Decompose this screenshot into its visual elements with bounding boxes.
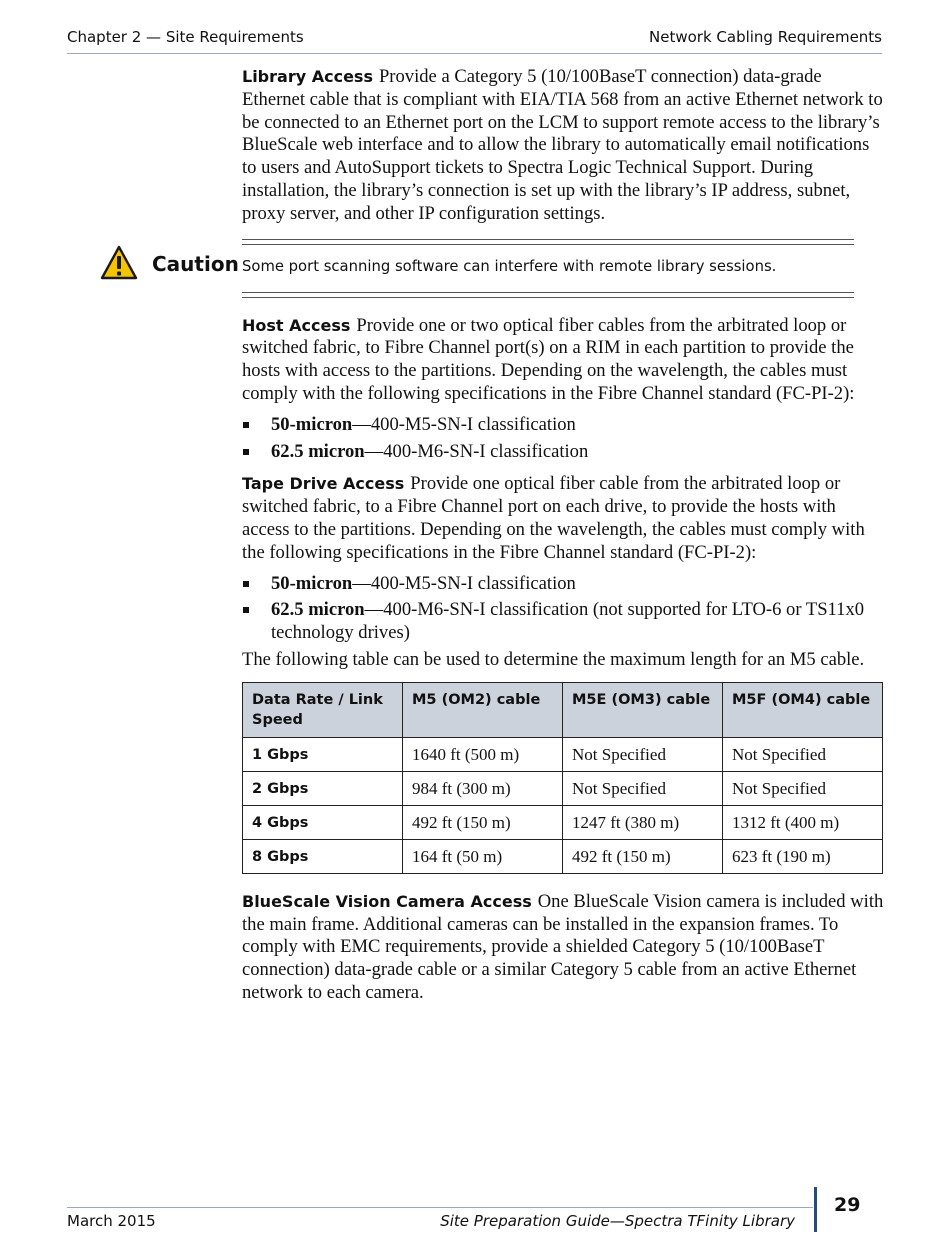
table-cell: 1312 ft (400 m) [723,805,883,839]
tape-drive-access-heading: Tape Drive Access [242,474,405,494]
table-cell: 2 Gbps [243,771,403,805]
table-row [243,771,883,805]
bullet-term: 50-micron [271,413,353,435]
caution-text: Some port scanning software can interfere with remote library sessions. [242,257,777,275]
page-number-bar [814,1187,817,1232]
library-access-text: Provide a Category 5 (10/100BaseT connection) data-grade Ethernet cable that is compliant with EIA/TIA 568 from an active Ethernet network to be connected to an Ethernet port on the LCM to support remote access to the library’s BlueScale web interface and to allow the library to automatically email notifications to users and AutoSupport tickets to Spectra Logic Technical Support. During installation, the library’s connection is set up with the library’s IP address, subnet, proxy server, and other IP configuration settings. [242,66,883,224]
cable-length-table [242,682,883,874]
host-access-text: Provide one or two optical fiber cables from the arbitrated loop or switched fabric, to Fibre Channel port(s) on a RIM in each partition to provide the hosts with access to the partitions. Depending on the wavelength, the cables must comply with the following specifications in the Fibre Channel standard (FC-PI-2): [242,314,855,404]
table-cell: Not Specified [563,771,723,805]
footer-document-title: Site Preparation Guide—Spectra TFinity Library [440,1212,795,1230]
library-access-paragraph [242,66,884,226]
caution-rule-top [242,239,854,245]
bullet-square-icon [243,422,249,428]
bullet-square-icon [243,449,249,455]
camera-access-heading: BlueScale Vision Camera Access [242,891,532,911]
column-header: M5 (OM2) cable [403,682,563,737]
table-cell: 8 Gbps [243,839,403,873]
table-cell: 1 Gbps [243,737,403,771]
table-cell: 984 ft (300 m) [403,771,563,805]
library-access-heading: Library Access [242,67,373,86]
table-cell: 492 ft (150 m) [403,805,563,839]
host-access-paragraph [242,315,884,406]
warning-triangle-icon [100,245,138,281]
table-cell: 1640 ft (500 m) [403,737,563,771]
table-row [243,839,883,873]
chapter-title: Chapter 2 — Site Requirements [67,28,304,46]
table-row [243,805,883,839]
list-item [242,414,884,437]
page-number: 29 [834,1194,861,1216]
bullet-desc: —400-M5-SN-I classification [352,572,576,594]
list-item [242,573,884,596]
table-cell: 623 ft (190 m) [723,839,883,873]
table-cell: 164 ft (50 m) [403,839,563,873]
list-item [242,599,884,645]
table-row [243,737,883,771]
caution-rule-bottom [242,292,854,298]
column-header: Data Rate / Link Speed [243,682,403,737]
bullet-term: 50-micron [271,572,353,594]
table-cell: 4 Gbps [243,805,403,839]
camera-access-text: One BlueScale Vision camera is included with the main frame. Additional cameras can be installed in the expansion frames. To comply with EMC requirements, provide a shielded Category 5 (10/100BaseT connection) data-grade cable or a similar Category 5 cable from an active Ethernet network to each camera. [242,890,884,1003]
footer-date: March 2015 [67,1212,156,1230]
section-title: Network Cabling Requirements [649,28,882,46]
table-header-row [243,682,883,737]
tape-drive-access-paragraph [242,473,884,564]
bullet-desc: —400-M5-SN-I classification [352,413,576,435]
caution-label: Caution [152,251,239,276]
bullet-term: 62.5 micron [271,440,365,462]
list-item [242,441,884,464]
table-cell: Not Specified [723,771,883,805]
page-header [67,26,882,54]
bullet-term: 62.5 micron [271,599,365,621]
footer-rule [67,1207,813,1208]
host-access-list [242,414,884,464]
header-rule [67,53,882,54]
tape-drive-access-text: Provide one optical fiber cable from the arbitrated loop or switched fabric, to a Fibre Channel port on each drive, to provide the hosts with access to the partitions. Depending on the wavelength, the cables must comply with the following specifications in the Fibre Channel standard (FC-PI-2): [242,473,865,563]
column-header: M5E (OM3) cable [563,682,723,737]
tape-drive-access-list [242,573,884,645]
table-intro: The following table can be used to determine the maximum length for an M5 cable. [242,648,865,670]
main-content [152,66,884,1005]
camera-access-paragraph [242,891,884,1005]
bullet-square-icon [243,581,249,587]
table-cell: Not Specified [723,737,883,771]
column-header: M5F (OM4) cable [723,682,883,737]
table-cell: 492 ft (150 m) [563,839,723,873]
bullet-desc: —400-M6-SN-I classification (not supported for LTO-6 or TS11x0 technology drives) [271,599,865,644]
bullet-desc: —400-M6-SN-I classification [364,440,589,462]
table-cell: 1247 ft (380 m) [563,805,723,839]
table-cell: Not Specified [563,737,723,771]
caution-box [152,239,884,307]
bullet-square-icon [243,607,249,613]
host-access-heading: Host Access [242,315,351,335]
